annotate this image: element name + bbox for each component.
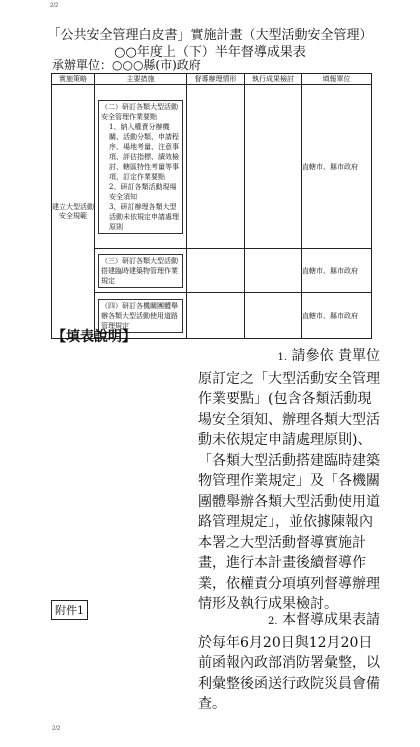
strategy-cell: 建立大型活動安全規範: [52, 85, 95, 339]
supervision-cell: [187, 249, 245, 293]
measure-box: [98, 100, 183, 234]
measure-heading: （二）研訂各類大型活動安全管理作業要點: [101, 102, 178, 121]
column-header-measures: 主要措施: [95, 74, 187, 85]
column-header-strategy: 實施策略: [52, 74, 95, 85]
note-body: 原訂定之「大型活動安全管理作業要點」(包含各類活動現場安全須知、辦理各類大型活動未依規定申請處理原則)、「各類大型活動搭建臨時建築物管理作業規定」及「各機關團體舉辦各類大型活動使用道路管理規定」，並依據陳報內本署之大型活動督導實施計畫，進行本計畫後續督導作業，依權責分項填列督導辦理情形及執行成果檢討。: [198, 370, 380, 612]
measure-heading: （四）研訂各機關團體舉辦各類大型活動使用道路管理規定: [101, 301, 178, 330]
measure-heading: （三）研訂各類大型活動搭建臨時建築物管理作業規定: [101, 256, 178, 285]
column-header-supervision: 督導辦理情形: [187, 74, 245, 85]
measure-item: 1、納入權責分辦機關、活動分類、申請程序、場地考量、注意事項、評估指標、績效檢討、轄區特性考量等事項，訂定作業要點: [109, 122, 179, 181]
table-row: [52, 249, 372, 293]
note-lead: 請參依 貴單位: [291, 348, 380, 364]
review-cell: [245, 85, 302, 249]
notes-heading: 【填表說明】: [52, 329, 136, 345]
page-number-bottom: 2/2: [52, 726, 61, 732]
note-item-2: [198, 610, 380, 715]
measure-item: 2、研訂各類活動現場安全須知: [109, 182, 177, 201]
document-subtitle: ○○年度上（下）半年督導成果表: [114, 45, 306, 60]
table-header-row: [52, 74, 372, 85]
note-number: 1.: [277, 352, 288, 363]
review-cell: [245, 249, 302, 293]
report-table: [51, 73, 372, 339]
table-row: [52, 85, 372, 249]
supervision-cell: [187, 293, 245, 339]
note-body: 於每年6月20日與12月20日前函報內政部消防署彙整，以利彙整後函送行政院災員會備查。: [198, 634, 380, 712]
document-title: 「公共安全管理白皮書」實施計畫（大型活動安全管理）: [47, 28, 373, 43]
measures-cell: [95, 85, 187, 249]
supervision-cell: [187, 85, 245, 249]
column-header-review: 執行成果檢討: [245, 74, 302, 85]
unit-cell: 直轄市、縣市政府: [302, 85, 372, 249]
unit-cell: 直轄市、縣市政府: [302, 249, 372, 293]
page-number-top: 2/2: [50, 3, 59, 9]
attachment-label: 附件1: [51, 600, 88, 620]
unit-cell: 直轄市、縣市政府: [302, 293, 372, 339]
measures-cell: [95, 249, 187, 293]
column-header-unit: 填報單位: [302, 74, 372, 85]
note-lead: 本督導成果表請: [282, 612, 380, 628]
review-cell: [245, 293, 302, 339]
note-number: 2.: [268, 616, 278, 627]
measure-item: 3、研訂辦理各類大型活動未依規定申請處理原則: [109, 202, 179, 231]
note-item-1: [198, 346, 380, 615]
host-unit-label: 承辦單位：○○○縣(市)政府: [52, 58, 201, 72]
measure-box: [98, 254, 183, 288]
